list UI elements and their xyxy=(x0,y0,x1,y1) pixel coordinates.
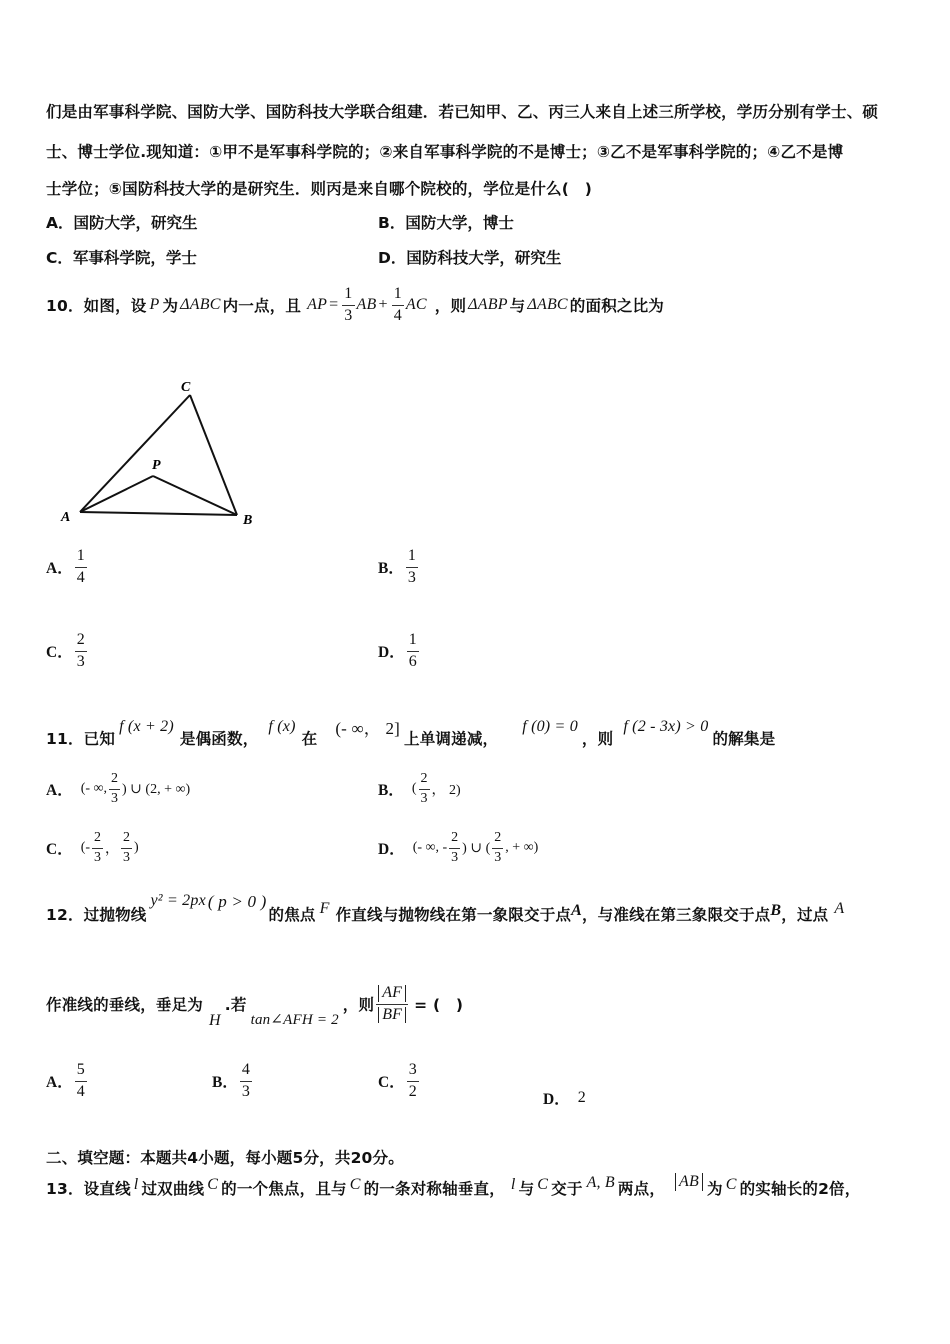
q10-vector-ap: AP xyxy=(307,296,328,314)
q13-text: 两点， xyxy=(617,1180,666,1198)
q9-line2: 士、博士学位.现知道：①甲不是军事科学院的；②来自军事科学院的不是博士；③乙不是军事科学院的；④乙不是博 xyxy=(46,143,844,161)
option-fraction xyxy=(406,548,418,587)
q10-option-c[interactable] xyxy=(46,632,89,671)
label-b: B xyxy=(243,513,253,528)
option-label: C． xyxy=(46,841,73,859)
q12-condition: ( p > 0 ) xyxy=(207,892,267,911)
option-fraction xyxy=(492,831,503,865)
q13-hyperbola-c: C xyxy=(349,1176,361,1193)
q13-points-ab: A, B xyxy=(586,1174,615,1191)
q13-text: 为 xyxy=(706,1180,723,1198)
q9-option-a[interactable]: A．国防大学，研究生 xyxy=(46,214,198,232)
q10-triangle-abc: ΔABC xyxy=(180,296,221,314)
q10-option-a[interactable] xyxy=(46,548,89,587)
q11-option-d[interactable] xyxy=(378,831,538,865)
option-text: ) xyxy=(134,840,139,856)
option-fraction xyxy=(407,632,419,671)
option-fraction xyxy=(109,772,120,806)
q10-fraction-1 xyxy=(342,286,354,325)
numerator: 2 xyxy=(449,831,460,849)
option-label: A． xyxy=(46,782,73,800)
option-text: ， 2) xyxy=(431,783,461,799)
q12-text: ，过点 xyxy=(781,906,829,924)
option-text: ) ∪ ( xyxy=(462,840,491,856)
q10-text: 的面积之比为 xyxy=(569,297,664,316)
q12-parabola-equation: y² = 2px xyxy=(150,892,206,909)
q10-triangle-abc-2: ΔABC xyxy=(527,296,568,314)
q12-tangent-condition: tan∠AFH = 2 xyxy=(250,1011,339,1028)
numerator: 1 xyxy=(407,632,419,652)
q12-text: ，则 xyxy=(342,996,375,1014)
q9-option-b[interactable]: B．国防大学，博士 xyxy=(378,214,514,232)
q12-text: 作直线与抛物线在第一象限交于点 xyxy=(335,906,572,924)
denominator: 4 xyxy=(76,568,85,586)
q12-text: = ( ) xyxy=(414,996,464,1014)
edge-ap xyxy=(80,476,153,512)
q11-option-b[interactable] xyxy=(378,772,461,806)
q10-option-b[interactable] xyxy=(378,548,420,587)
q10-plus: + xyxy=(378,296,388,314)
option-label: D． xyxy=(378,841,405,859)
denominator: 4 xyxy=(76,1082,85,1100)
option-label: B． xyxy=(378,560,404,578)
denominator: 3 xyxy=(111,790,119,806)
numerator: 2 xyxy=(419,772,430,790)
q10-text: 为 xyxy=(162,297,179,316)
option-text: (- ∞, - xyxy=(412,840,448,856)
numerator-abs-af: AF xyxy=(378,985,406,1002)
q11-option-c[interactable] xyxy=(46,831,139,865)
q12-prefix: 12．过抛物线 xyxy=(46,906,147,924)
q10-stem xyxy=(46,286,664,325)
option-fraction xyxy=(240,1062,252,1101)
denominator: 3 xyxy=(241,1082,250,1100)
edge-ac xyxy=(80,395,190,512)
q10-text: 内一点，且 xyxy=(222,297,302,316)
numerator: 2 xyxy=(492,831,503,849)
q13-hyperbola-c: C xyxy=(207,1176,219,1193)
q13-text: 过双曲线 xyxy=(141,1180,205,1198)
option-label: B． xyxy=(212,1074,238,1092)
option-text: ) ∪ (2, + ∞) xyxy=(122,781,191,797)
denominator: 3 xyxy=(407,568,416,586)
option-fraction xyxy=(419,772,430,806)
q10-vector-ab: AB xyxy=(356,296,377,314)
q10-text: ，则 xyxy=(434,297,467,316)
q11-text: 上单调递减， xyxy=(404,730,499,748)
q12-text: 作准线的垂线，垂足为 xyxy=(46,996,204,1014)
q11-f-zero: f (0) = 0 xyxy=(522,718,578,735)
q11-func-f-x: f (x) xyxy=(268,718,296,735)
q10-fraction-2 xyxy=(392,286,404,325)
q12-stem-line2 xyxy=(46,978,463,1030)
option-fraction xyxy=(75,632,87,671)
q11-func-f-x-plus-2: f (x + 2) xyxy=(119,718,174,735)
option-fraction xyxy=(75,1062,87,1101)
option-value: 2 xyxy=(577,1089,586,1106)
q12-point-a-2: A xyxy=(834,900,845,917)
q13-hyperbola-c: C xyxy=(537,1176,549,1193)
option-label: C． xyxy=(378,1074,405,1092)
denominator: 3 xyxy=(344,306,353,324)
option-fraction xyxy=(92,831,103,865)
label-p: P xyxy=(152,458,161,473)
numerator: 1 xyxy=(342,286,354,306)
denominator: 3 xyxy=(494,849,502,865)
q12-option-d[interactable] xyxy=(543,1087,586,1109)
q10-triangle-figure xyxy=(55,375,275,535)
q10-triangle-abp: ΔABP xyxy=(468,296,508,314)
q13-text: 的一条对称轴垂直， xyxy=(363,1180,505,1198)
q11-interval: (- ∞， 2] xyxy=(335,719,401,738)
q12-foot-h: H xyxy=(209,1012,221,1029)
q13-text: 交于 xyxy=(551,1180,583,1198)
option-fraction xyxy=(75,548,87,587)
q13-stem xyxy=(46,1173,861,1199)
q13-hyperbola-c: C xyxy=(725,1176,737,1193)
q11-stem xyxy=(46,718,775,749)
option-label: A． xyxy=(46,560,73,578)
q11-text: ，则 xyxy=(581,730,614,748)
q9-option-c[interactable]: C．军事科学院，学士 xyxy=(46,249,197,267)
option-text: (- ∞, xyxy=(80,781,108,797)
denominator-abs-bf: BF xyxy=(378,1007,406,1024)
numerator: 2 xyxy=(75,632,87,652)
option-text: (- xyxy=(80,840,91,856)
q10-point-p: P xyxy=(149,296,160,314)
numerator: 1 xyxy=(75,548,87,568)
q10-vector-ac: AC xyxy=(405,296,427,314)
denominator: 6 xyxy=(408,652,417,670)
q12-focus-f: F xyxy=(319,900,330,917)
label-c: C xyxy=(181,380,191,395)
option-label: A． xyxy=(46,1074,73,1092)
numerator: 3 xyxy=(407,1062,419,1082)
q11-inequality: f (2 - 3x) > 0 xyxy=(623,718,709,735)
numerator: 1 xyxy=(406,548,418,568)
denominator: 3 xyxy=(76,652,85,670)
q13-prefix: 13．设直线 xyxy=(46,1180,131,1198)
q11-text: 是偶函数， xyxy=(179,730,259,748)
section-2-heading: 二、填空题：本题共4小题，每小题5分，共20分。 xyxy=(46,1149,404,1167)
q11-option-a[interactable] xyxy=(46,772,190,806)
q13-line-l: l xyxy=(133,1176,139,1193)
q12-ratio-fraction xyxy=(376,985,408,1024)
q10-option-d[interactable] xyxy=(378,632,421,671)
q13-text: 与 xyxy=(518,1180,535,1198)
q9-option-d[interactable]: D．国防科技大学，研究生 xyxy=(378,249,562,267)
option-label: C． xyxy=(46,644,73,662)
q12-option-b[interactable] xyxy=(212,1062,254,1101)
q12-text: .若 xyxy=(224,996,247,1014)
q10-prefix: 10．如图，设 xyxy=(46,297,147,316)
option-text: , + ∞) xyxy=(505,840,539,856)
numerator: 4 xyxy=(240,1062,252,1082)
option-text: ( xyxy=(411,781,417,797)
denominator: 3 xyxy=(451,849,459,865)
q12-point-b: B xyxy=(770,902,782,919)
q12-option-a[interactable] xyxy=(46,1062,89,1101)
numerator: 2 xyxy=(109,772,120,790)
option-fraction xyxy=(449,831,460,865)
numerator: 2 xyxy=(121,831,132,849)
denominator: 3 xyxy=(123,849,131,865)
q12-stem-line1 xyxy=(46,892,844,925)
q10-equals: = xyxy=(329,296,339,314)
q10-text: 与 xyxy=(509,297,526,316)
q13-line-l: l xyxy=(510,1176,516,1193)
q12-option-c[interactable] xyxy=(378,1062,421,1101)
denominator: 4 xyxy=(393,306,402,324)
option-fraction xyxy=(407,1062,419,1101)
q12-text: ，与准线在第三象限交于点 xyxy=(581,906,771,924)
q12-text: 的焦点 xyxy=(268,906,316,924)
q11-text: 在 xyxy=(301,730,318,748)
option-label: B． xyxy=(378,782,404,800)
numerator: 5 xyxy=(75,1062,87,1082)
option-fraction xyxy=(121,831,132,865)
q9-line1: 们是由军事科学院、国防大学、国防科技大学联合组建．若已知甲、乙、丙三人来自上述三所学校，学历分别有学士、硕 xyxy=(46,103,879,121)
q13-text: 的实轴长的2倍， xyxy=(739,1180,861,1198)
option-text: ， xyxy=(105,842,120,858)
q11-prefix: 11．已知 xyxy=(46,730,116,748)
numerator: 1 xyxy=(392,286,404,306)
denominator: 3 xyxy=(420,790,428,806)
denominator: 3 xyxy=(94,849,102,865)
option-label: D． xyxy=(378,644,405,662)
label-a: A xyxy=(61,510,71,525)
q11-text: 的解集是 xyxy=(712,730,776,748)
edge-ab xyxy=(80,512,237,515)
q13-abs-ab: AB xyxy=(675,1173,703,1191)
denominator: 2 xyxy=(408,1082,417,1100)
numerator: 2 xyxy=(92,831,103,849)
option-label: D． xyxy=(543,1091,570,1108)
q9-line3: 士学位；⑤国防科技大学的是研究生．则丙是来自哪个院校的，学位是什么( ) xyxy=(46,180,592,198)
q13-text: 的一个焦点，且与 xyxy=(221,1180,347,1198)
q12-point-a: A xyxy=(571,902,582,919)
